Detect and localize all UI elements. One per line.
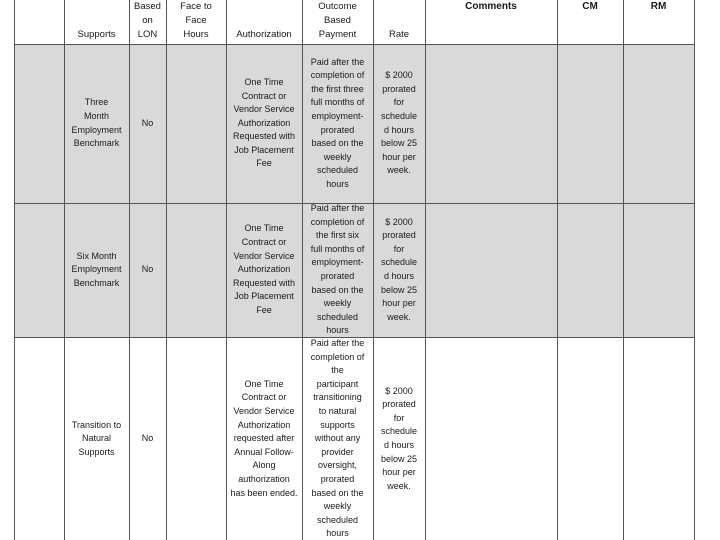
header-cm: CM <box>582 1 598 12</box>
outcome-payment-text: Paid after the completion of the first six full months of employment- prorated based on the weekly scheduled hours <box>310 203 365 336</box>
grid-line <box>14 0 15 540</box>
support-name: Transition to Natural Supports <box>71 419 122 457</box>
cm-cell[interactable] <box>557 338 623 540</box>
header-comments: Comments <box>465 1 517 12</box>
comments-cell[interactable] <box>425 44 557 203</box>
rate-text: $ 2000 prorated for schedule d hours below 25 hour per week. <box>380 216 418 322</box>
rm-cell[interactable] <box>623 338 694 540</box>
grid-line <box>694 0 695 540</box>
comments-cell[interactable] <box>425 203 557 337</box>
face-to-face-hours-value <box>166 338 226 540</box>
header-face-to-face-hours: Face to Face Hours <box>180 1 212 40</box>
header-outcome-based-payment: Outcome Based Payment <box>318 1 357 40</box>
outcome-payment-text: Paid after the completion of the first three full months of employment- prorated based on the weekly scheduled hours <box>310 56 365 189</box>
comments-cell[interactable] <box>425 338 557 540</box>
support-name: Three Month Employment Benchmark <box>71 97 122 149</box>
header-rate: Rate <box>388 29 410 40</box>
based-on-lon-value: No <box>141 433 154 444</box>
face-to-face-hours-value <box>166 203 226 337</box>
support-name: Six Month Employment Benchmark <box>71 250 122 288</box>
based-on-lon-value: No <box>141 264 154 275</box>
outcome-payment-text: Paid after the completion of the participant transitioning to natural supports without any provider oversight, prorated based on the weekly scheduled hours <box>310 338 365 539</box>
rm-cell[interactable] <box>623 203 694 337</box>
rate-text: $ 2000 prorated for schedule d hours below 25 hour per week. <box>380 385 418 491</box>
header-based-on-lon: Based on LON <box>134 1 161 40</box>
face-to-face-hours-value <box>166 44 226 203</box>
cm-cell[interactable] <box>557 44 623 203</box>
header-rm: RM <box>650 1 667 12</box>
rate-text: $ 2000 prorated for schedule d hours below 25 hour per week. <box>380 70 418 176</box>
header-supports: Supports <box>77 29 116 40</box>
based-on-lon-value: No <box>141 117 154 128</box>
authorization-text: One Time Contract or Vendor Service Authorization requested after Annual Follow- Along authorization has been ended. <box>230 378 298 498</box>
authorization-text: One Time Contract or Vendor Service Authorization Requested with Job Placement Fee <box>232 223 296 315</box>
header-authorization: Authorization <box>236 29 292 40</box>
cm-cell[interactable] <box>557 203 623 337</box>
rm-cell[interactable] <box>623 44 694 203</box>
authorization-text: One Time Contract or Vendor Service Authorization Requested with Job Placement Fee <box>232 76 296 169</box>
